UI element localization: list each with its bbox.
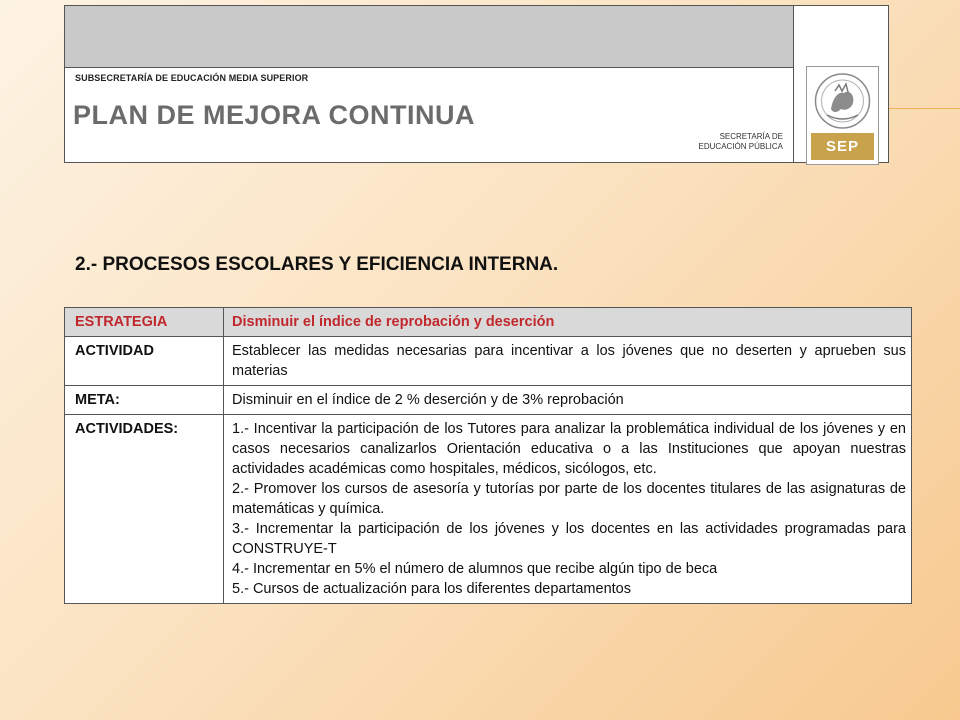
actividades-list: [224, 415, 912, 604]
subsecretaria-label: SUBSECRETARÍA DE EDUCACIÓN MEDIA SUPERIOR: [75, 73, 309, 83]
sep-logo: [806, 66, 879, 165]
section-heading: 2.- PROCESOS ESCOLARES Y EFICIENCIA INTERNA.: [75, 254, 559, 275]
row-label: META:: [65, 386, 224, 415]
document-header: [64, 5, 889, 163]
row-value: Disminuir en el índice de 2 % deserción y de 3% reprobación: [224, 386, 912, 415]
row-value: Establecer las medidas necesarias para incentivar a los jóvenes que no deserten y aprueben sus materias: [224, 337, 912, 386]
row-label: ACTIVIDAD: [65, 337, 224, 386]
list-item: 5.- Cursos de actualización para los diferentes departamentos: [232, 581, 631, 597]
row-label: ACTIVIDADES:: [65, 415, 224, 604]
table-row: [65, 308, 912, 337]
decorative-line: [878, 108, 960, 109]
list-item: 3.- Incrementar la participación de los jóvenes y los docentes en las actividades programadas para CONSTRUYE-T: [232, 521, 906, 557]
table-row: [65, 415, 912, 604]
secretaria-label: [699, 132, 783, 152]
row-value: Disminuir el índice de reprobación y deserción: [224, 308, 912, 337]
row-label: ESTRATEGIA: [65, 308, 224, 337]
list-item: 4.- Incrementar en 5% el número de alumnos que recibe algún tipo de beca: [232, 561, 718, 577]
sep-logo-band: SEP: [811, 133, 874, 160]
secretaria-line-1: SECRETARÍA DE: [719, 132, 783, 141]
eagle-emblem-icon: [811, 71, 874, 131]
plan-title: PLAN DE MEJORA CONTINUA: [73, 100, 476, 130]
plan-table: [64, 307, 912, 604]
header-divider: [793, 6, 794, 162]
table-row: [65, 386, 912, 415]
list-item: 1.- Incentivar la participación de los Tutores para analizar la problemática individual de los jóvenes y en casos necesarios canalizarlos Orientación educativa o a las Instituciones que apoyan nuestras actividades académicas como hospitales, médicos, sicólogos, etc.: [232, 421, 906, 477]
secretaria-line-2: EDUCACIÓN PÚBLICA: [698, 142, 783, 151]
table-row: [65, 337, 912, 386]
header-gray-band: [65, 6, 794, 68]
list-item: 2.- Promover los cursos de asesoría y tutorías por parte de los docentes titulares de las asignaturas de matemáticas y química.: [232, 481, 906, 517]
